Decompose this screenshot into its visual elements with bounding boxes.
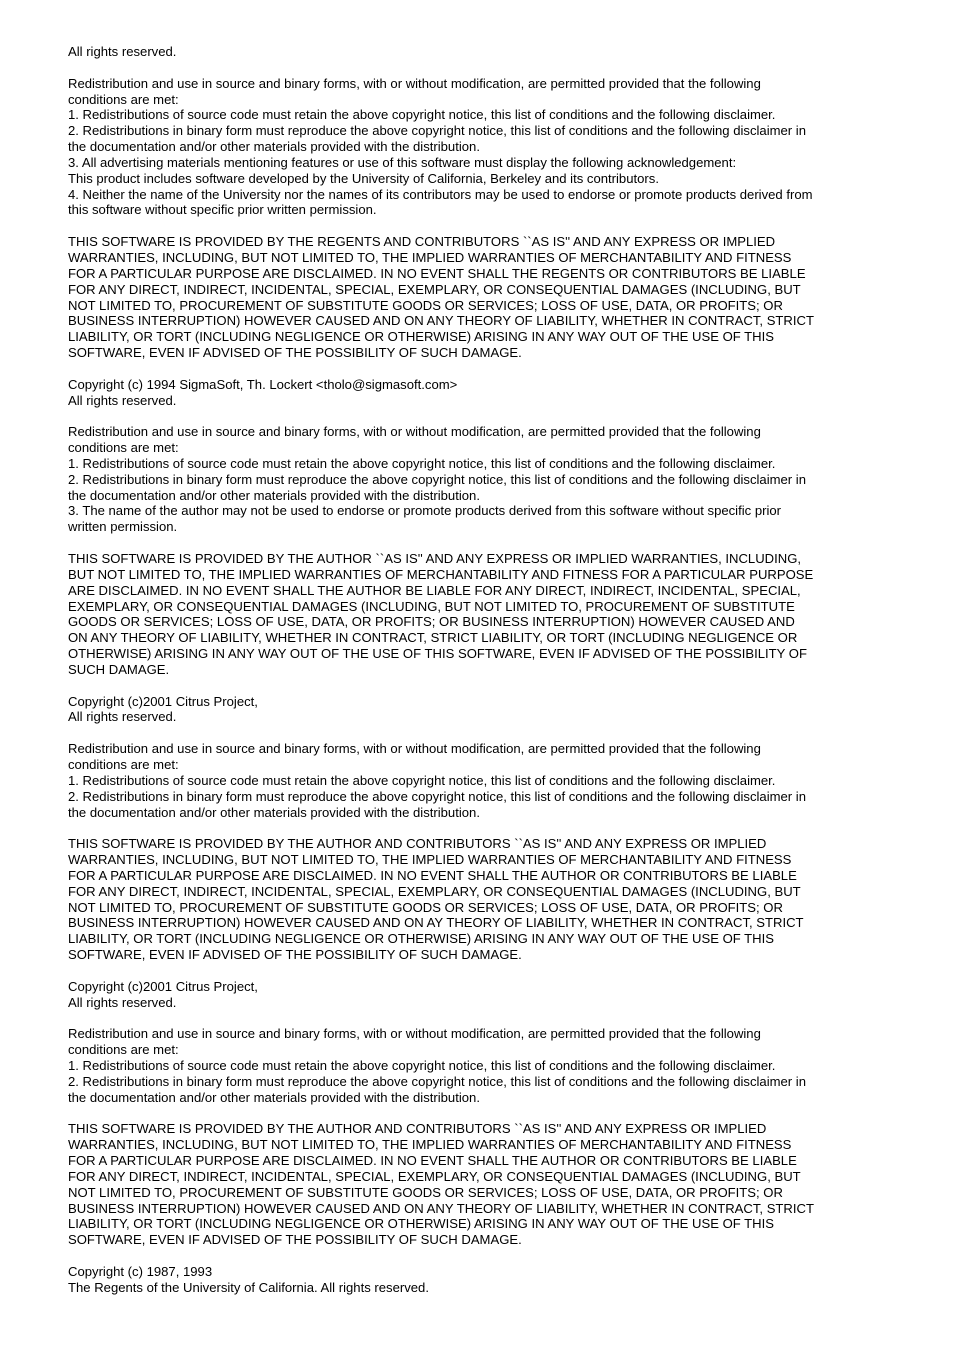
license-paragraph	[68, 44, 898, 60]
text-line: WARRANTIES, INCLUDING, BUT NOT LIMITED TO, THE IMPLIED WARRANTIES OF MERCHANTABILITY AND FITNESS	[68, 1137, 792, 1153]
text-line: THIS SOFTWARE IS PROVIDED BY THE AUTHOR AND CONTRIBUTORS ``AS IS'' AND ANY EXPRESS OR IMPLIED	[68, 1121, 767, 1137]
text-line: 1. Redistributions of source code must retain the above copyright notice, this list of conditions and the following disclaimer.	[68, 455, 776, 471]
text-line: FOR A PARTICULAR PURPOSE ARE DISCLAIMED. IN NO EVENT SHALL THE REGENTS OR CONTRIBUTORS BE LIABLE	[68, 265, 806, 281]
text-line: All rights reserved.	[68, 392, 177, 408]
license-paragraph	[68, 1121, 898, 1248]
text-line: THIS SOFTWARE IS PROVIDED BY THE AUTHOR AND CONTRIBUTORS ``AS IS'' AND ANY EXPRESS OR IMPLIED	[68, 836, 767, 852]
text-line: ARE DISCLAIMED. IN NO EVENT SHALL THE AUTHOR BE LIABLE FOR ANY DIRECT, INDIRECT, INCIDENTAL, SPECIAL,	[68, 582, 801, 598]
text-line: the documentation and/or other materials provided with the distribution.	[68, 1089, 480, 1105]
text-line: 2. Redistributions in binary form must reproduce the above copyright notice, this list of conditions and the following disclaimer in	[68, 1073, 806, 1089]
text-line: Copyright (c) 1987, 1993	[68, 1263, 213, 1279]
text-line: conditions are met:	[68, 756, 179, 772]
text-line: LIABILITY, OR TORT (INCLUDING NEGLIGENCE OR OTHERWISE) ARISING IN ANY WAY OUT OF THE USE OF THIS	[68, 329, 774, 345]
text-line: SOFTWARE, EVEN IF ADVISED OF THE POSSIBILITY OF SUCH DAMAGE.	[68, 345, 522, 361]
text-line: BUSINESS INTERRUPTION) HOWEVER CAUSED AND ON AY THEORY OF LIABILITY, WHETHER IN CONTRACT, STRICT	[68, 915, 804, 931]
license-paragraph	[68, 76, 898, 219]
text-line: BUSINESS INTERRUPTION) HOWEVER CAUSED AND ON ANY THEORY OF LIABILITY, WHETHER IN CONTRACT, STRICT	[68, 1200, 814, 1216]
text-line: the documentation and/or other materials provided with the distribution.	[68, 139, 480, 155]
license-paragraph	[68, 979, 898, 1011]
license-paragraph	[68, 1264, 898, 1296]
text-line: WARRANTIES, INCLUDING, BUT NOT LIMITED TO, THE IMPLIED WARRANTIES OF MERCHANTABILITY AND FITNESS	[68, 852, 792, 868]
text-line: WARRANTIES, INCLUDING, BUT NOT LIMITED TO, THE IMPLIED WARRANTIES OF MERCHANTABILITY AND FITNESS	[68, 249, 792, 265]
text-line: GOODS OR SERVICES; LOSS OF USE, DATA, OR PROFITS; OR BUSINESS INTERRUPTION) HOWEVER CAUSED AND	[68, 614, 795, 630]
text-line: BUT NOT LIMITED TO, THE IMPLIED WARRANTIES OF MERCHANTABILITY AND FITNESS FOR A PARTICULAR PURPOSE	[68, 566, 814, 582]
license-paragraph	[68, 377, 898, 409]
text-line: Copyright (c) 1994 SigmaSoft, Th. Lockert <tholo@sigmasoft.com>	[68, 376, 458, 392]
text-line: 3. The name of the author may not be used to endorse or promote products derived from this software without specific prior	[68, 503, 782, 519]
license-paragraph	[68, 694, 898, 726]
text-line: 2. Redistributions in binary form must reproduce the above copyright notice, this list of conditions and the following disclaimer in	[68, 788, 806, 804]
text-line: the documentation and/or other materials provided with the distribution.	[68, 804, 480, 820]
text-line: 2. Redistributions in binary form must reproduce the above copyright notice, this list of conditions and the following disclaimer in	[68, 471, 806, 487]
text-line: SUCH DAMAGE.	[68, 661, 170, 677]
text-line: 2. Redistributions in binary form must reproduce the above copyright notice, this list of conditions and the following disclaimer in	[68, 123, 806, 139]
text-line: 1. Redistributions of source code must retain the above copyright notice, this list of conditions and the following disclaimer.	[68, 772, 776, 788]
license-paragraph	[68, 741, 898, 820]
text-line: All rights reserved.	[68, 709, 177, 725]
text-line: FOR ANY DIRECT, INDIRECT, INCIDENTAL, SPECIAL, EXEMPLARY, OR CONSEQUENTIAL DAMAGES (INCLUDING, BUT	[68, 1168, 801, 1184]
text-line: The Regents of the University of California. All rights reserved.	[68, 1279, 429, 1295]
text-line: 3. All advertising materials mentioning features or use of this software must display the following acknowledgement:	[68, 154, 737, 170]
text-line: NOT LIMITED TO, PROCUREMENT OF SUBSTITUTE GOODS OR SERVICES; LOSS OF USE, DATA, OR PROFITS; OR	[68, 297, 783, 313]
text-line: Copyright (c)2001 Citrus Project,	[68, 693, 258, 709]
text-line: Copyright (c)2001 Citrus Project,	[68, 978, 258, 994]
text-line: the documentation and/or other materials provided with the distribution.	[68, 487, 480, 503]
text-line: conditions are met:	[68, 91, 179, 107]
text-line: All rights reserved.	[68, 44, 177, 59]
text-line: All rights reserved.	[68, 994, 177, 1010]
text-line: NOT LIMITED TO, PROCUREMENT OF SUBSTITUTE GOODS OR SERVICES; LOSS OF USE, DATA, OR PROFITS; OR	[68, 1184, 783, 1200]
text-line: LIABILITY, OR TORT (INCLUDING NEGLIGENCE OR OTHERWISE) ARISING IN ANY WAY OUT OF THE USE OF THIS	[68, 931, 774, 947]
text-line: conditions are met:	[68, 1042, 179, 1058]
license-document	[68, 44, 898, 1312]
license-paragraph	[68, 551, 898, 678]
text-line: BUSINESS INTERRUPTION) HOWEVER CAUSED AND ON ANY THEORY OF LIABILITY, WHETHER IN CONTRACT, STRICT	[68, 313, 814, 329]
text-line: SOFTWARE, EVEN IF ADVISED OF THE POSSIBILITY OF SUCH DAMAGE.	[68, 1232, 522, 1248]
text-line: FOR A PARTICULAR PURPOSE ARE DISCLAIMED. IN NO EVENT SHALL THE AUTHOR OR CONTRIBUTORS BE LIABLE	[68, 1153, 797, 1169]
text-line: ON ANY THEORY OF LIABILITY, WHETHER IN CONTRACT, STRICT LIABILITY, OR TORT (INCLUDING NEGLIGENCE OR	[68, 630, 798, 646]
text-line: OTHERWISE) ARISING IN ANY WAY OUT OF THE USE OF THIS SOFTWARE, EVEN IF ADVISED OF THE POSSIBILITY OF	[68, 646, 807, 662]
text-line: Redistribution and use in source and binary forms, with or without modification, are permitted provided that the following	[68, 741, 761, 757]
text-line: Redistribution and use in source and binary forms, with or without modification, are permitted provided that the following	[68, 75, 761, 91]
text-line: EXEMPLARY, OR CONSEQUENTIAL DAMAGES (INCLUDING, BUT NOT LIMITED TO, PROCUREMENT OF SUBSTITUTE	[68, 598, 795, 614]
text-line: THIS SOFTWARE IS PROVIDED BY THE AUTHOR ``AS IS'' AND ANY EXPRESS OR IMPLIED WARRANTIES, INCLUDING,	[68, 551, 802, 566]
text-line: FOR ANY DIRECT, INDIRECT, INCIDENTAL, SPECIAL, EXEMPLARY, OR CONSEQUENTIAL DAMAGES (INCLUDING, BUT	[68, 883, 801, 899]
text-line: FOR A PARTICULAR PURPOSE ARE DISCLAIMED. IN NO EVENT SHALL THE AUTHOR OR CONTRIBUTORS BE LIABLE	[68, 867, 797, 883]
text-line: written permission.	[68, 519, 178, 535]
license-paragraph	[68, 836, 898, 963]
text-line: 1. Redistributions of source code must retain the above copyright notice, this list of conditions and the following disclaimer.	[68, 1058, 776, 1073]
license-paragraph	[68, 424, 898, 535]
text-line: THIS SOFTWARE IS PROVIDED BY THE REGENTS AND CONTRIBUTORS ``AS IS'' AND ANY EXPRESS OR IMPLIED	[68, 234, 776, 250]
text-line: 4. Neither the name of the University nor the names of its contributors may be used to endorse or promote products derived from	[68, 186, 813, 202]
text-line: NOT LIMITED TO, PROCUREMENT OF SUBSTITUTE GOODS OR SERVICES; LOSS OF USE, DATA, OR PROFITS; OR	[68, 899, 783, 915]
text-line: SOFTWARE, EVEN IF ADVISED OF THE POSSIBILITY OF SUCH DAMAGE.	[68, 947, 522, 963]
text-line: LIABILITY, OR TORT (INCLUDING NEGLIGENCE OR OTHERWISE) ARISING IN ANY WAY OUT OF THE USE OF THIS	[68, 1216, 774, 1232]
text-line: Redistribution and use in source and binary forms, with or without modification, are permitted provided that the following	[68, 424, 761, 440]
text-line: Redistribution and use in source and binary forms, with or without modification, are permitted provided that the following	[68, 1026, 761, 1042]
text-line: This product includes software developed by the University of California, Berkeley and its contributors.	[68, 170, 659, 186]
text-line: this software without specific prior written permission.	[68, 202, 377, 218]
license-paragraph	[68, 234, 898, 361]
text-line: FOR ANY DIRECT, INDIRECT, INCIDENTAL, SPECIAL, EXEMPLARY, OR CONSEQUENTIAL DAMAGES (INCLUDING, BUT	[68, 281, 801, 297]
text-line: 1. Redistributions of source code must retain the above copyright notice, this list of conditions and the following disclaimer.	[68, 107, 776, 123]
license-paragraph	[68, 1026, 898, 1105]
text-line: conditions are met:	[68, 440, 179, 456]
